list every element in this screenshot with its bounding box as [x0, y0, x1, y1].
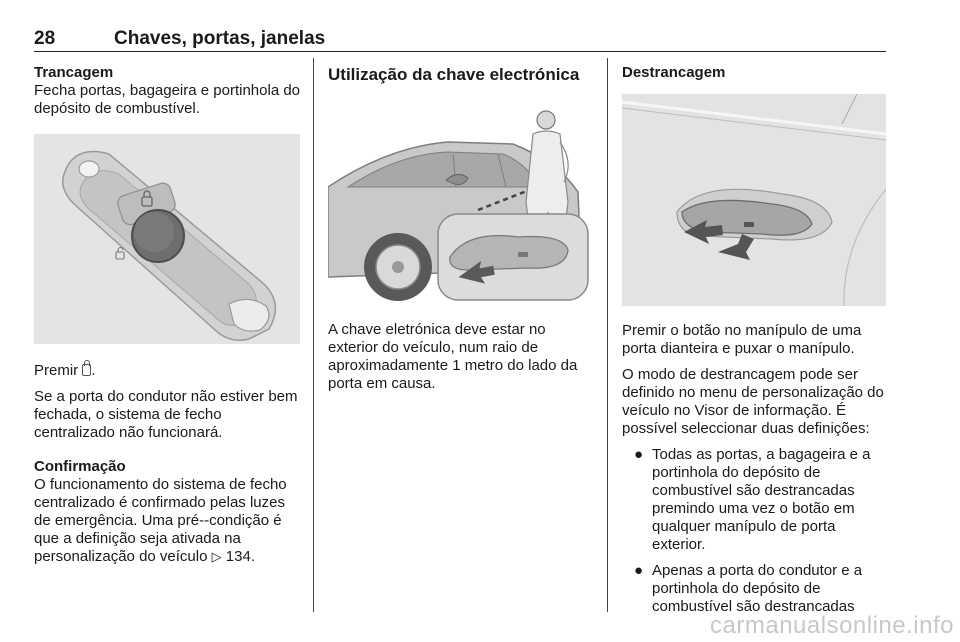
list-item: ● Todas as portas, a bagageira e a portinhola do depósito de combustível são destrancadas premindo uma vez o botão em qualquer manípulo de porta exterior. [634, 446, 871, 553]
unlock-mode-text: O modo de destrancagem pode ser definido no menu de personalização do veículo no Visor de informação. É possível seleccionar duas definições: [622, 366, 884, 437]
unlock-press-text: Premir o botão no manípulo de uma porta dianteira e puxar o manípulo. [622, 322, 862, 357]
confirm-description: O funcionamento do sistema de fecho centralizado é confirmado pelas luzes de emergência. Uma pré--condição é que a definição seja ativada na personalização do veículo ▷ 134. [34, 476, 287, 565]
watermark: carmanualsonline.info [710, 612, 954, 639]
column-middle [328, 64, 594, 393]
column-divider [607, 58, 608, 612]
column-right [622, 64, 888, 624]
door-warning: Se a porta do condutor não estiver bem fechada, o sistema de fecho centralizado não funcionará. [34, 388, 298, 441]
chapter-title: Chaves, portas, janelas [114, 28, 326, 49]
key-fob-illustration [34, 134, 300, 344]
lock-icon [82, 364, 91, 376]
column-divider [313, 58, 314, 612]
heading-unlock: Destrancagem [622, 64, 726, 81]
unlock-options-list [622, 446, 888, 616]
heading-confirm: Confirmação [34, 458, 126, 475]
press-suffix: . [91, 362, 96, 379]
lock-description: Fecha portas, bagageira e portinhola do depósito de combustível. [34, 82, 301, 117]
page-number: 28 [34, 28, 56, 49]
press-instruction [34, 362, 300, 380]
reference-page: 134. [225, 548, 255, 565]
electronic-key-description: A chave eletrónica deve estar no exterior do veículo, num raio de aproximadamente 1 metro do lado da porta em causa. [328, 321, 578, 392]
reference-arrow-icon: ▷ [211, 549, 222, 564]
page-header [34, 28, 886, 52]
list-item: ● Apenas a porta do condutor e a portinhola do depósito de combustível são destrancadas [634, 562, 863, 615]
column-left [34, 64, 300, 566]
heading-electronic-key: Utilização da chave electrónica [328, 65, 580, 84]
heading-lock: Trancagem [34, 64, 114, 81]
door-handle-illustration [622, 94, 886, 306]
press-prefix: Premir [34, 362, 79, 379]
car-keyless-illustration [328, 92, 594, 307]
